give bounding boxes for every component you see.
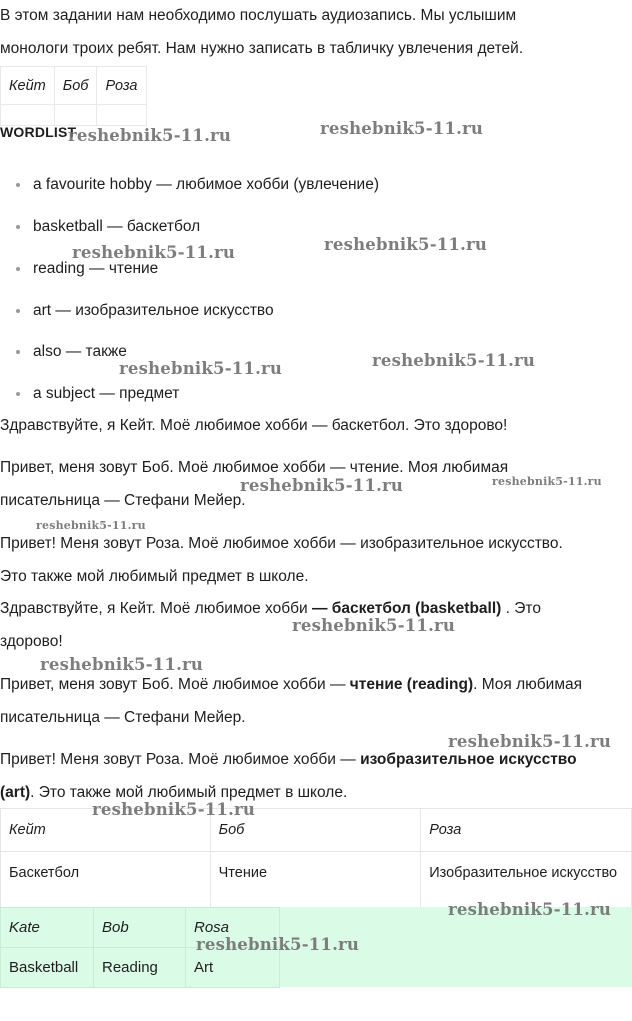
answer-header-bob: Боб [210, 809, 421, 852]
monologue-kate: Здравствуйте, я Кейт. Моё любимое хобби — баскетбол. Это здорово! [0, 417, 508, 434]
monologue-rosa-2: Это также мой любимый предмет в школе. [0, 568, 309, 585]
answer-rosa-bold: изобразительное искусство [360, 751, 577, 768]
watermark: reshebnik5-11.ru [36, 519, 146, 532]
answer-cell-kate: Баскетбол [1, 852, 211, 921]
english-header-kate: Kate [1, 908, 94, 948]
answer-header-kate: Кейт [1, 809, 211, 852]
watermark: reshebnik5-11.ru [68, 126, 232, 145]
watermark: reshebnik5-11.ru [448, 732, 612, 751]
english-cell-rosa: Art [186, 948, 280, 988]
watermark: reshebnik5-11.ru [119, 359, 283, 378]
monologue-bob-1: Привет, меня зовут Боб. Моё любимое хобби — чтение. Моя любимая [0, 459, 509, 476]
answer-bob-2: писательница — Стефани Мейер. [0, 709, 246, 726]
answer-rosa: Привет! Меня зовут Роза. Моё любимое хобби — изобразительное искусство [0, 751, 577, 768]
intro-line-1: В этом задании нам необходимо послушать аудиозапись. Мы услышим [0, 7, 517, 24]
watermark: reshebnik5-11.ru [448, 900, 612, 919]
bullet-icon [16, 225, 20, 229]
english-cell-kate: Basketball [1, 948, 94, 988]
english-header-rosa: Rosa [186, 908, 280, 948]
header-cell-kate: Кейт [1, 67, 55, 105]
bullet-icon [16, 350, 20, 354]
header-cell-bob: Боб [54, 67, 97, 105]
bullet-icon [16, 392, 20, 396]
watermark: reshebnik5-11.ru [240, 476, 404, 495]
bullet-icon [16, 183, 20, 187]
english-header-bob: Bob [94, 908, 186, 948]
watermark: reshebnik5-11.ru [320, 119, 484, 138]
watermark: reshebnik5-11.ru [40, 655, 204, 674]
answer-bob-bold: чтение (reading) [349, 676, 474, 693]
monologue-bob-2: писательница — Стефани Мейер. [0, 492, 246, 509]
watermark: reshebnik5-11.ru [92, 800, 256, 819]
bullet-icon [16, 267, 20, 271]
bullet-icon [16, 309, 20, 313]
monologue-rosa-1: Привет! Меня зовут Роза. Моё любимое хобби — изобразительное искусство. [0, 535, 563, 552]
watermark: reshebnik5-11.ru [292, 616, 456, 635]
watermark: reshebnik5-11.ru [196, 935, 360, 954]
watermark: reshebnik5-11.ru [492, 475, 602, 488]
answer-rosa-2: (art). Это также мой любимый предмет в школе. [0, 784, 348, 801]
header-table [0, 66, 147, 126]
watermark: reshebnik5-11.ru [372, 351, 536, 370]
answer-header-rosa: Роза [421, 809, 632, 852]
answer-cell-rosa: Изобразительное искусство [421, 852, 632, 921]
watermark: reshebnik5-11.ru [72, 243, 236, 262]
watermark: reshebnik5-11.ru [324, 235, 488, 254]
answer-cell-bob: Чтение [210, 852, 421, 921]
answer-kate: Здравствуйте, я Кейт. Моё любимое хобби — баскетбол (basketball) . Это [0, 600, 541, 617]
english-cell-bob: Reading [94, 948, 186, 988]
header-cell-rosa: Роза [97, 67, 146, 105]
wordlist-title: WORDLIST [0, 124, 77, 140]
answer-kate-bold: — баскетбол (basketball) [311, 600, 502, 617]
intro-line-2: монологи троих ребят. Нам нужно записать в табличку увлечения детей. [0, 40, 524, 57]
answer-kate-2: здорово! [0, 633, 63, 650]
answer-rosa-bold-2: (art) [0, 784, 31, 801]
answer-bob: Привет, меня зовут Боб. Моё любимое хобби — чтение (reading). Моя любимая [0, 676, 583, 693]
